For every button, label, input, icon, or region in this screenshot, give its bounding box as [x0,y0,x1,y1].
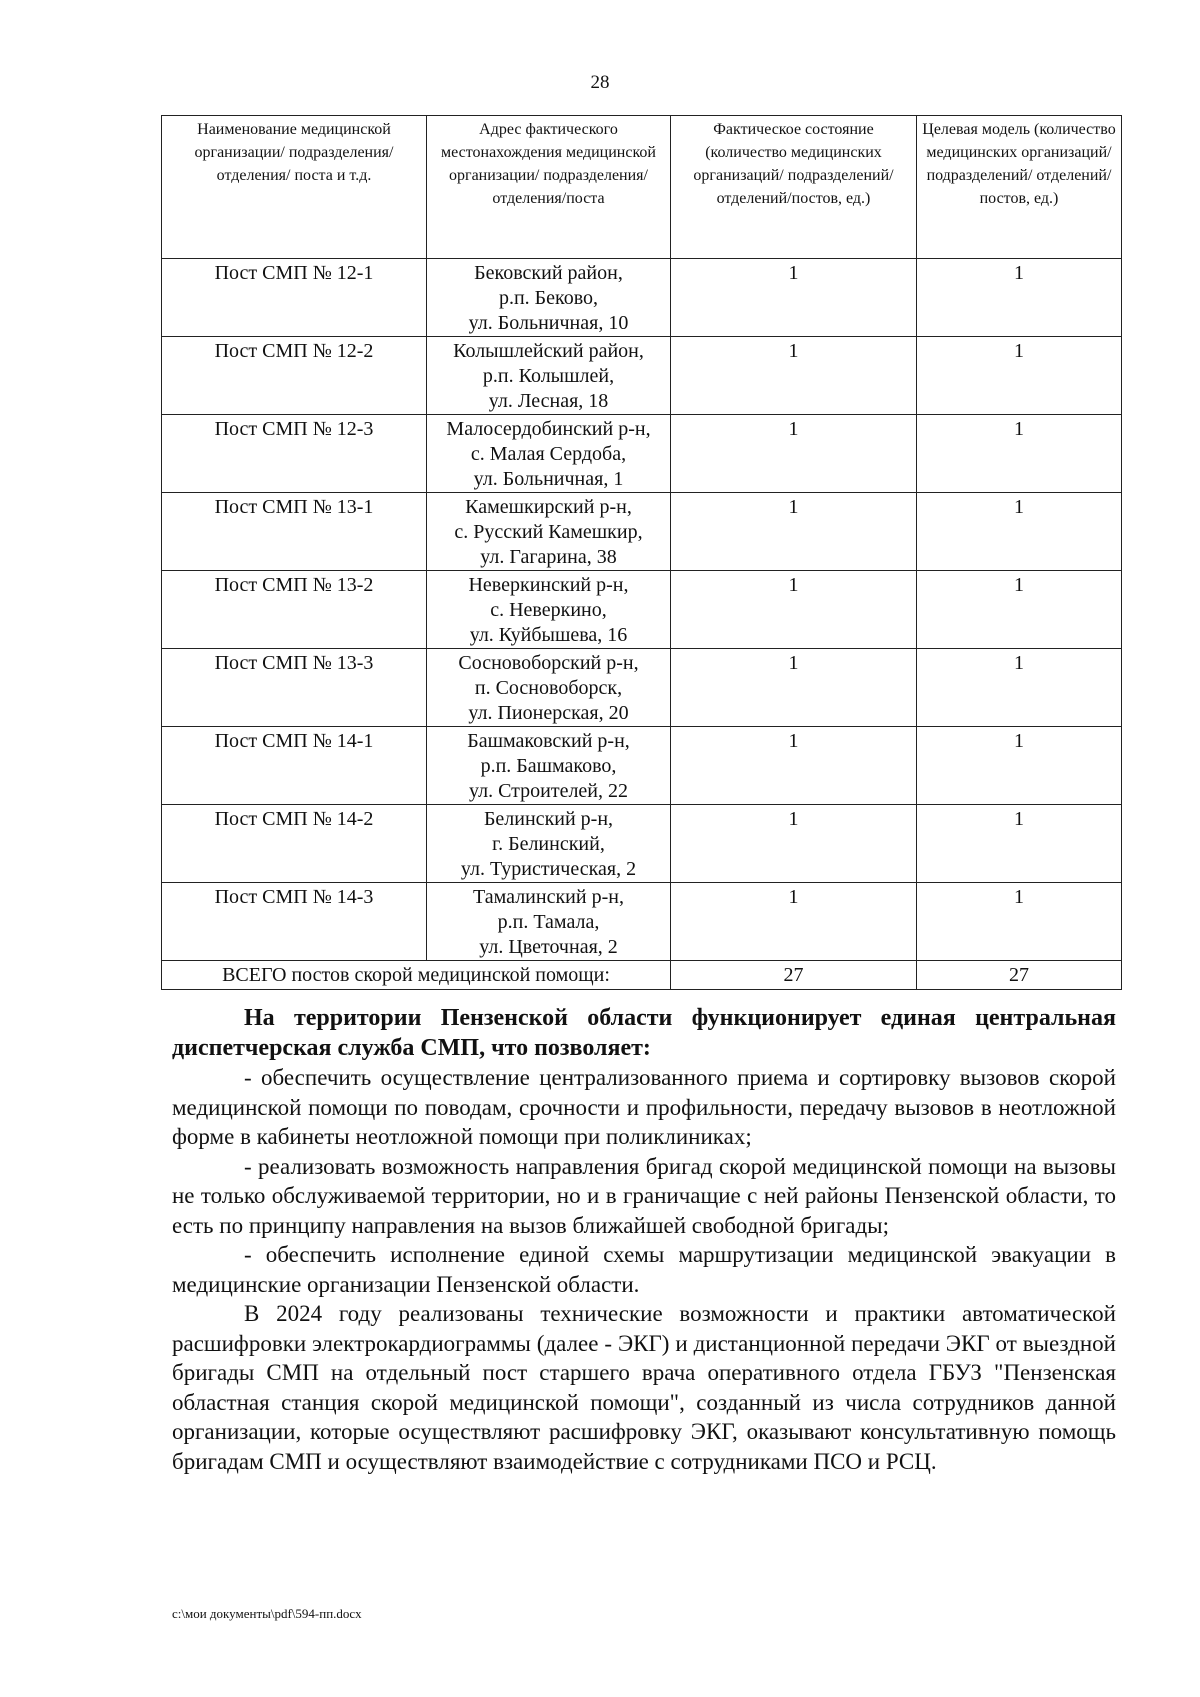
post-name: Пост СМП № 13-3 [162,649,427,727]
target-count: 1 [917,805,1122,883]
bullet-item: - реализовать возможность направления бригад скорой медицинской помощи на вызовы не только обслуживаемой территории, но и в граничащие с ней районы Пензенской области, то есть по принципу направления на вызов ближайшей свободной бригады; [172,1153,1116,1238]
post-address: Белинский р-н, г. Белинский, ул. Туристическая, 2 [427,805,671,883]
page-number: 28 [590,72,610,93]
body-text [172,1004,1116,1476]
actual-count: 1 [671,337,917,415]
table-row [162,649,1122,727]
header-target: Целевая модель (количество медицинских организаций/ подразделений/ отделений/постов, ед.) [917,116,1122,259]
post-address: Неверкинский р-н, с. Неверкино, ул. Куйбышева, 16 [427,571,671,649]
lead-paragraph: На территории Пензенской области функционирует единая центральная диспетчерская служба СМП, что позволяет: [172,1005,1116,1061]
post-address: Башмаковский р-н, р.п. Башмаково, ул. Строителей, 22 [427,727,671,805]
table-row [162,805,1122,883]
table-row [162,571,1122,649]
header-name: Наименование медицинской организации/ подразделения/отделения/ поста и т.д. [162,116,427,259]
post-name: Пост СМП № 14-3 [162,883,427,961]
actual-count: 1 [671,493,917,571]
total-actual: 27 [671,961,917,990]
target-count: 1 [917,571,1122,649]
table-row [162,493,1122,571]
bullet-item: - обеспечить осуществление централизованного приема и сортировку вызовов скорой медицинской помощи по поводам, срочности и профильности, передачу вызовов в неотложной форме в кабинеты неотложной помощи при поликлиниках; [172,1065,1116,1149]
target-count: 1 [917,337,1122,415]
posts-table [161,115,1122,990]
actual-count: 1 [671,415,917,493]
post-address: Тамалинский р-н, р.п. Тамала, ул. Цветочная, 2 [427,883,671,961]
post-name: Пост СМП № 12-2 [162,337,427,415]
table-row [162,337,1122,415]
post-name: Пост СМП № 14-1 [162,727,427,805]
header-actual: Фактическое состояние (количество медицинских организаций/ подразделений/ отделений/постов, ед.) [671,116,917,259]
table-row [162,259,1122,337]
target-count: 1 [917,415,1122,493]
actual-count: 1 [671,571,917,649]
actual-count: 1 [671,883,917,961]
actual-count: 1 [671,727,917,805]
post-name: Пост СМП № 12-1 [162,259,427,337]
table-row [162,415,1122,493]
table-header-row [162,116,1122,259]
ecg-paragraph: В 2024 году реализованы технические возможности и практики автоматической расшифровки электрокардиограммы (далее - ЭКГ) и дистанционной передачи ЭКГ от выездной бригады СМП на отдельный пост старшего врача оперативного отдела ГБУЗ "Пензенская областная станция скорой медицинской помощи", созданный из числа сотрудников данной организации, которые осуществляют расшифровку ЭКГ, оказывают консультативную помощь бригадам СМП и осуществляют взаимодействие с сотрудниками ПСО и РСЦ. [172,1301,1116,1474]
total-label: ВСЕГО постов скорой медицинской помощи: [162,961,671,990]
post-name: Пост СМП № 14-2 [162,805,427,883]
table-row [162,883,1122,961]
footer-file-path: c:\мои документы\pdf\594-пп.docx [172,1606,362,1621]
post-address: Колышлейский район, р.п. Колышлей, ул. Лесная, 18 [427,337,671,415]
post-address: Бековский район, р.п. Беково, ул. Больничная, 10 [427,259,671,337]
table-row [162,727,1122,805]
post-name: Пост СМП № 13-2 [162,571,427,649]
header-address: Адрес фактического местонахождения медицинской организации/ подразделения/ отделения/поста [427,116,671,259]
post-name: Пост СМП № 13-1 [162,493,427,571]
total-row [162,961,1122,990]
bullet-item: - обеспечить исполнение единой схемы маршрутизации медицинской эвакуации в медицинские организации Пензенской области. [172,1242,1116,1297]
target-count: 1 [917,883,1122,961]
actual-count: 1 [671,259,917,337]
post-name: Пост СМП № 12-3 [162,415,427,493]
target-count: 1 [917,727,1122,805]
actual-count: 1 [671,805,917,883]
target-count: 1 [917,649,1122,727]
post-address: Сосновоборский р-н, п. Сосновоборск, ул. Пионерская, 20 [427,649,671,727]
post-address: Малосердобинский р-н, с. Малая Сердоба, ул. Больничная, 1 [427,415,671,493]
total-target: 27 [917,961,1122,990]
post-address: Камешкирский р-н, с. Русский Камешкир, ул. Гагарина, 38 [427,493,671,571]
target-count: 1 [917,259,1122,337]
target-count: 1 [917,493,1122,571]
actual-count: 1 [671,649,917,727]
